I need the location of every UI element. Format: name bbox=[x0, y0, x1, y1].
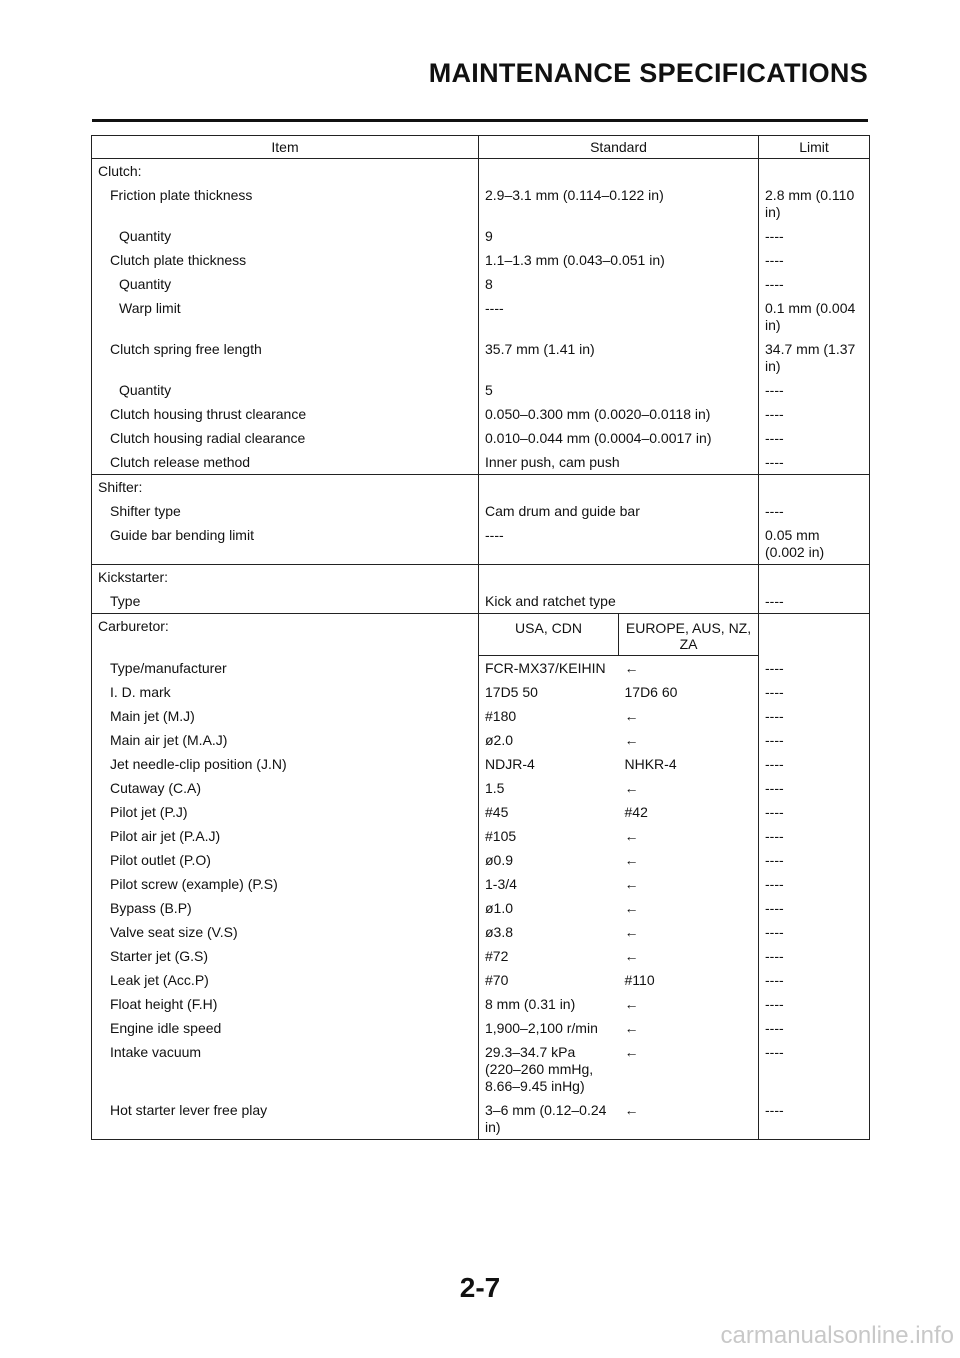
item-cell: Friction plate thickness bbox=[92, 183, 479, 224]
section-heading: Clutch: bbox=[92, 159, 479, 184]
table-row bbox=[92, 752, 870, 776]
limit-cell: ---- bbox=[759, 800, 870, 824]
item-cell: Clutch spring free length bbox=[92, 337, 479, 378]
limit-cell: ---- bbox=[759, 752, 870, 776]
limit-cell: 0.1 mm (0.004 in) bbox=[759, 296, 870, 337]
table-header-row bbox=[92, 136, 870, 159]
limit-cell: ---- bbox=[759, 1098, 870, 1140]
table-row bbox=[92, 728, 870, 752]
table-row bbox=[92, 183, 870, 224]
usa-cell: 1,900–2,100 r/min bbox=[479, 1016, 619, 1040]
usa-cell: #70 bbox=[479, 968, 619, 992]
europe-cell: ← bbox=[619, 1098, 759, 1140]
usa-cell: NDJR-4 bbox=[479, 752, 619, 776]
table-row bbox=[92, 378, 870, 402]
item-cell: Clutch housing radial clearance bbox=[92, 426, 479, 450]
usa-cell: FCR-MX37/KEIHIN bbox=[479, 656, 619, 681]
subheader-usa-cdn: USA, CDN bbox=[479, 614, 619, 656]
standard-cell: ---- bbox=[479, 523, 759, 565]
usa-cell: 8 mm (0.31 in) bbox=[479, 992, 619, 1016]
limit-cell: ---- bbox=[759, 824, 870, 848]
limit-cell: 34.7 mm (1.37 in) bbox=[759, 337, 870, 378]
table-row bbox=[92, 680, 870, 704]
section-heading-row bbox=[92, 159, 870, 184]
limit-cell: 0.05 mm (0.002 in) bbox=[759, 523, 870, 565]
europe-cell: NHKR-4 bbox=[624, 756, 677, 772]
standard-cell: 0.010–0.044 mm (0.0004–0.0017 in) bbox=[479, 426, 759, 450]
usa-cell: #105 bbox=[479, 824, 619, 848]
shifter-section bbox=[92, 475, 870, 565]
table-row bbox=[92, 800, 870, 824]
europe-cell: ← bbox=[624, 780, 639, 796]
title-rule bbox=[92, 119, 868, 122]
limit-cell: ---- bbox=[759, 776, 870, 800]
usa-cell: ø1.0 bbox=[479, 896, 619, 920]
item-cell: Shifter type bbox=[92, 499, 479, 523]
item-cell: Main jet (M.J) bbox=[92, 704, 479, 728]
table-row bbox=[92, 896, 870, 920]
standard-cell: 5 bbox=[479, 378, 759, 402]
item-cell: Jet needle-clip position (J.N) bbox=[92, 752, 479, 776]
standard-cell: 0.050–0.300 mm (0.0020–0.0118 in) bbox=[479, 402, 759, 426]
clutch-section bbox=[92, 159, 870, 475]
section-heading-row bbox=[92, 565, 870, 590]
europe-cell: ← bbox=[624, 876, 639, 892]
europe-cell: ← bbox=[624, 1020, 639, 1036]
table-row bbox=[92, 450, 870, 475]
standard-cell: 8 bbox=[479, 272, 759, 296]
item-cell: Clutch housing thrust clearance bbox=[92, 402, 479, 426]
europe-cell: ← bbox=[624, 948, 639, 964]
limit-cell: ---- bbox=[759, 992, 870, 1016]
limit-cell: ---- bbox=[759, 499, 870, 523]
limit-cell: ---- bbox=[759, 920, 870, 944]
limit-cell: ---- bbox=[759, 968, 870, 992]
item-cell: Pilot outlet (P.O) bbox=[92, 848, 479, 872]
table-row bbox=[92, 426, 870, 450]
table-row bbox=[92, 920, 870, 944]
limit-cell: ---- bbox=[759, 248, 870, 272]
limit-cell: ---- bbox=[759, 704, 870, 728]
table-row bbox=[92, 402, 870, 426]
item-cell: Pilot jet (P.J) bbox=[92, 800, 479, 824]
table-row bbox=[92, 1040, 870, 1098]
item-cell: Quantity bbox=[92, 224, 479, 248]
table-row bbox=[92, 1098, 870, 1140]
table-row bbox=[92, 499, 870, 523]
europe-cell: ← bbox=[624, 708, 639, 724]
carburetor-section bbox=[92, 614, 870, 1140]
table-row bbox=[92, 968, 870, 992]
usa-cell: #45 bbox=[479, 800, 619, 824]
europe-cell: ← bbox=[624, 996, 639, 1012]
usa-cell: 1-3/4 bbox=[479, 872, 619, 896]
item-cell: Type bbox=[92, 589, 479, 614]
limit-cell: ---- bbox=[759, 848, 870, 872]
limit-cell: ---- bbox=[759, 402, 870, 426]
section-heading: Kickstarter: bbox=[92, 565, 479, 590]
item-cell: Guide bar bending limit bbox=[92, 523, 479, 565]
europe-cell: 17D6 60 bbox=[624, 684, 678, 700]
item-cell: Pilot screw (example) (P.S) bbox=[92, 872, 479, 896]
usa-cell: ø2.0 bbox=[479, 728, 619, 752]
standard-cell: Kick and ratchet type bbox=[479, 589, 759, 614]
item-cell: Bypass (B.P) bbox=[92, 896, 479, 920]
usa-cell: ø3.8 bbox=[479, 920, 619, 944]
table-row bbox=[92, 589, 870, 614]
table-row bbox=[92, 872, 870, 896]
europe-cell: #42 bbox=[624, 804, 648, 820]
item-cell: Type/manufacturer bbox=[92, 656, 479, 681]
item-cell: Engine idle speed bbox=[92, 1016, 479, 1040]
usa-cell: ø0.9 bbox=[479, 848, 619, 872]
limit-cell: ---- bbox=[759, 728, 870, 752]
standard-cell: 9 bbox=[479, 224, 759, 248]
item-cell: Leak jet (Acc.P) bbox=[92, 968, 479, 992]
table-row bbox=[92, 224, 870, 248]
section-heading: Shifter: bbox=[92, 475, 479, 500]
item-cell: Quantity bbox=[92, 378, 479, 402]
limit-cell: ---- bbox=[759, 378, 870, 402]
limit-cell: ---- bbox=[759, 896, 870, 920]
table-row bbox=[92, 1016, 870, 1040]
section-heading-row bbox=[92, 475, 870, 500]
table-row bbox=[92, 272, 870, 296]
europe-cell: ← bbox=[624, 660, 639, 676]
limit-cell: ---- bbox=[759, 589, 870, 614]
kickstarter-section bbox=[92, 565, 870, 614]
table-row bbox=[92, 824, 870, 848]
header-item: Item bbox=[92, 136, 479, 159]
standard-cell: Inner push, cam push bbox=[479, 450, 759, 475]
europe-cell: ← bbox=[624, 732, 639, 748]
europe-cell: #110 bbox=[624, 972, 655, 988]
standard-cell: ---- bbox=[479, 296, 759, 337]
page-number: 2-7 bbox=[459, 1272, 501, 1303]
table-row bbox=[92, 296, 870, 337]
table-row bbox=[92, 944, 870, 968]
item-cell: Starter jet (G.S) bbox=[92, 944, 479, 968]
europe-cell: ← bbox=[624, 900, 639, 916]
europe-cell: ← bbox=[624, 828, 639, 844]
limit-cell: 2.8 mm (0.110 in) bbox=[759, 183, 870, 224]
limit-cell: ---- bbox=[759, 450, 870, 475]
limit-cell: ---- bbox=[759, 224, 870, 248]
limit-cell: ---- bbox=[759, 872, 870, 896]
item-cell: Clutch plate thickness bbox=[92, 248, 479, 272]
europe-cell: ← bbox=[624, 852, 639, 868]
item-cell: Float height (F.H) bbox=[92, 992, 479, 1016]
table-row bbox=[92, 656, 870, 681]
spec-table-wrapper bbox=[91, 135, 869, 1140]
item-cell: I. D. mark bbox=[92, 680, 479, 704]
header-limit: Limit bbox=[759, 136, 870, 159]
table-row bbox=[92, 992, 870, 1016]
table-row bbox=[92, 704, 870, 728]
item-cell: Clutch release method bbox=[92, 450, 479, 475]
item-cell: Cutaway (C.A) bbox=[92, 776, 479, 800]
limit-cell: ---- bbox=[759, 656, 870, 681]
usa-cell: #72 bbox=[479, 944, 619, 968]
table-row bbox=[92, 776, 870, 800]
standard-cell: Cam drum and guide bar bbox=[479, 499, 759, 523]
section-heading-row bbox=[92, 614, 870, 656]
page-title: MAINTENANCE SPECIFICATIONS bbox=[428, 58, 868, 88]
limit-cell: ---- bbox=[759, 1040, 870, 1098]
standard-cell: 2.9–3.1 mm (0.114–0.122 in) bbox=[479, 183, 759, 224]
table-row bbox=[92, 848, 870, 872]
item-cell: Main air jet (M.A.J) bbox=[92, 728, 479, 752]
limit-cell: ---- bbox=[759, 426, 870, 450]
europe-cell: ← bbox=[624, 924, 639, 940]
item-cell: Quantity bbox=[92, 272, 479, 296]
usa-cell: 29.3–34.7 kPa (220–260 mmHg, 8.66–9.45 inHg) bbox=[479, 1040, 619, 1098]
section-heading: Carburetor: bbox=[92, 614, 479, 656]
item-cell: Warp limit bbox=[92, 296, 479, 337]
usa-cell: 3–6 mm (0.12–0.24 in) bbox=[479, 1098, 619, 1140]
usa-cell: 17D5 50 bbox=[479, 680, 619, 704]
spec-table bbox=[91, 135, 870, 1140]
item-cell: Hot starter lever free play bbox=[92, 1098, 479, 1140]
limit-cell: ---- bbox=[759, 680, 870, 704]
item-cell: Pilot air jet (P.A.J) bbox=[92, 824, 479, 848]
usa-cell: 1.5 bbox=[479, 776, 619, 800]
watermark: carmanualsonline.info bbox=[720, 1322, 954, 1349]
limit-cell: ---- bbox=[759, 272, 870, 296]
subheader-europe-aus-nz-za: EUROPE, AUS, NZ, ZA bbox=[619, 614, 759, 656]
limit-cell: ---- bbox=[759, 944, 870, 968]
item-cell: Intake vacuum bbox=[92, 1040, 479, 1098]
table-row bbox=[92, 523, 870, 565]
limit-cell: ---- bbox=[759, 1016, 870, 1040]
item-cell: Valve seat size (V.S) bbox=[92, 920, 479, 944]
table-row bbox=[92, 337, 870, 378]
usa-cell: #180 bbox=[479, 704, 619, 728]
standard-cell: 35.7 mm (1.41 in) bbox=[479, 337, 759, 378]
table-row bbox=[92, 248, 870, 272]
standard-cell: 1.1–1.3 mm (0.043–0.051 in) bbox=[479, 248, 759, 272]
header-standard: Standard bbox=[479, 136, 759, 159]
europe-cell: ← bbox=[624, 1044, 639, 1060]
